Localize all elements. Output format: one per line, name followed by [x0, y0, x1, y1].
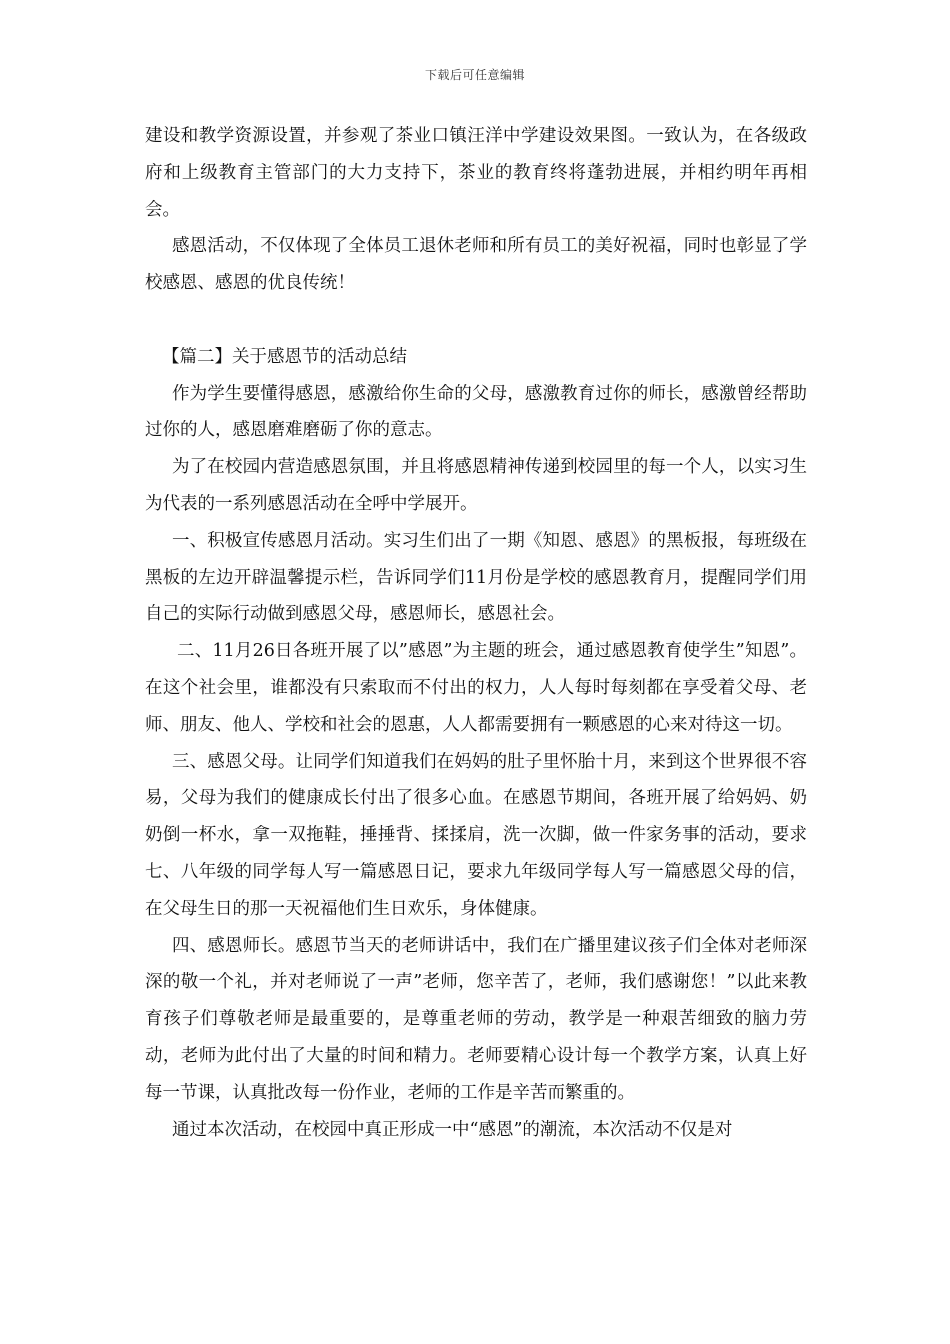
- paragraph: 作为学生要懂得感恩，感激给你生命的父母，感激教育过你的师长，感激曾经帮助过你的人，感恩磨难磨砺了你的意志。: [145, 383, 807, 441]
- paragraph: 为了在校园内营造感恩氛围，并且将感恩精神传递到校园里的每一个人，以实习生为代表的一系列感恩活动在全呼中学展开。: [145, 457, 807, 514]
- paragraph-continuation: 建设和教学资源设置，并参观了茶业口镇汪洋中学建设效果图。一致认为，在各级政府和上级教育主管部门的大力支持下，茶业的教育终将蓬勃进展，并相约明年再相会。: [145, 126, 807, 220]
- paragraph: 感恩活动，不仅体现了全体员工退休老师和所有员工的美好祝福，同时也彰显了学校感恩、感恩的优良传统！: [145, 236, 807, 294]
- paragraph: 三、感恩父母。让同学们知道我们在妈妈的肚子里怀胎十月，来到这个世界很不容易，父母为我们的健康成长付出了很多心血。在感恩节期间，各班开展了给妈妈、奶奶倒一杯水，拿一双拖鞋，捶捶背、揉揉肩，洗一次脚，做一件家务事的活动，要求七、八年级的同学每人写一篇感恩日记，要求九年级同学每人写一篇感恩父母的信，在父母生日的那一天祝福他们生日欢乐，身体健康。: [145, 751, 807, 919]
- section-heading: 【篇二】关于感恩节的活动总结: [162, 346, 407, 367]
- paragraph: 通过本次活动，在校园中真正形成一中“感恩”的潮流，本次活动不仅是对: [172, 1119, 733, 1140]
- paragraph: 一、积极宣传感恩月活动。实习生们出了一期《知恩、感恩》的黑板报，每班级在黑板的左边开辟温馨提示栏，告诉同学们11月份是学校的感恩教育月，提醒同学们用自己的实际行动做到感恩父母，感恩师长，感恩社会。: [145, 530, 807, 625]
- paragraph: 四、感恩师长。感恩节当天的老师讲话中，我们在广播里建议孩子们全体对老师深深的敬一个礼，并对老师说了一声”老师，您辛苦了，老师，我们感谢您！”以此来教育孩子们尊敬老师是最重要的，是尊重老师的劳动，教学是一种艰苦细致的脑力劳动，老师为此付出了大量的时间和精力。老师要精心设计每一个教学方案，认真上好每一节课，认真批改每一份作业，老师的工作是辛苦而繁重的。: [145, 935, 807, 1103]
- paragraph: 二、11月26日各班开展了以”感恩”为主题的班会，通过感恩教育使学生”知恩”。在这个社会里，谁都没有只索取而不付出的权力，人人每时每刻都在享受着父母、老师、朋友、他人、学校和社会的恩惠，人人都需要拥有一颗感恩的心来对待这一切。: [145, 641, 807, 735]
- page-header: 下载后可任意编辑: [424, 68, 525, 82]
- document-body: [145, 118, 807, 1148]
